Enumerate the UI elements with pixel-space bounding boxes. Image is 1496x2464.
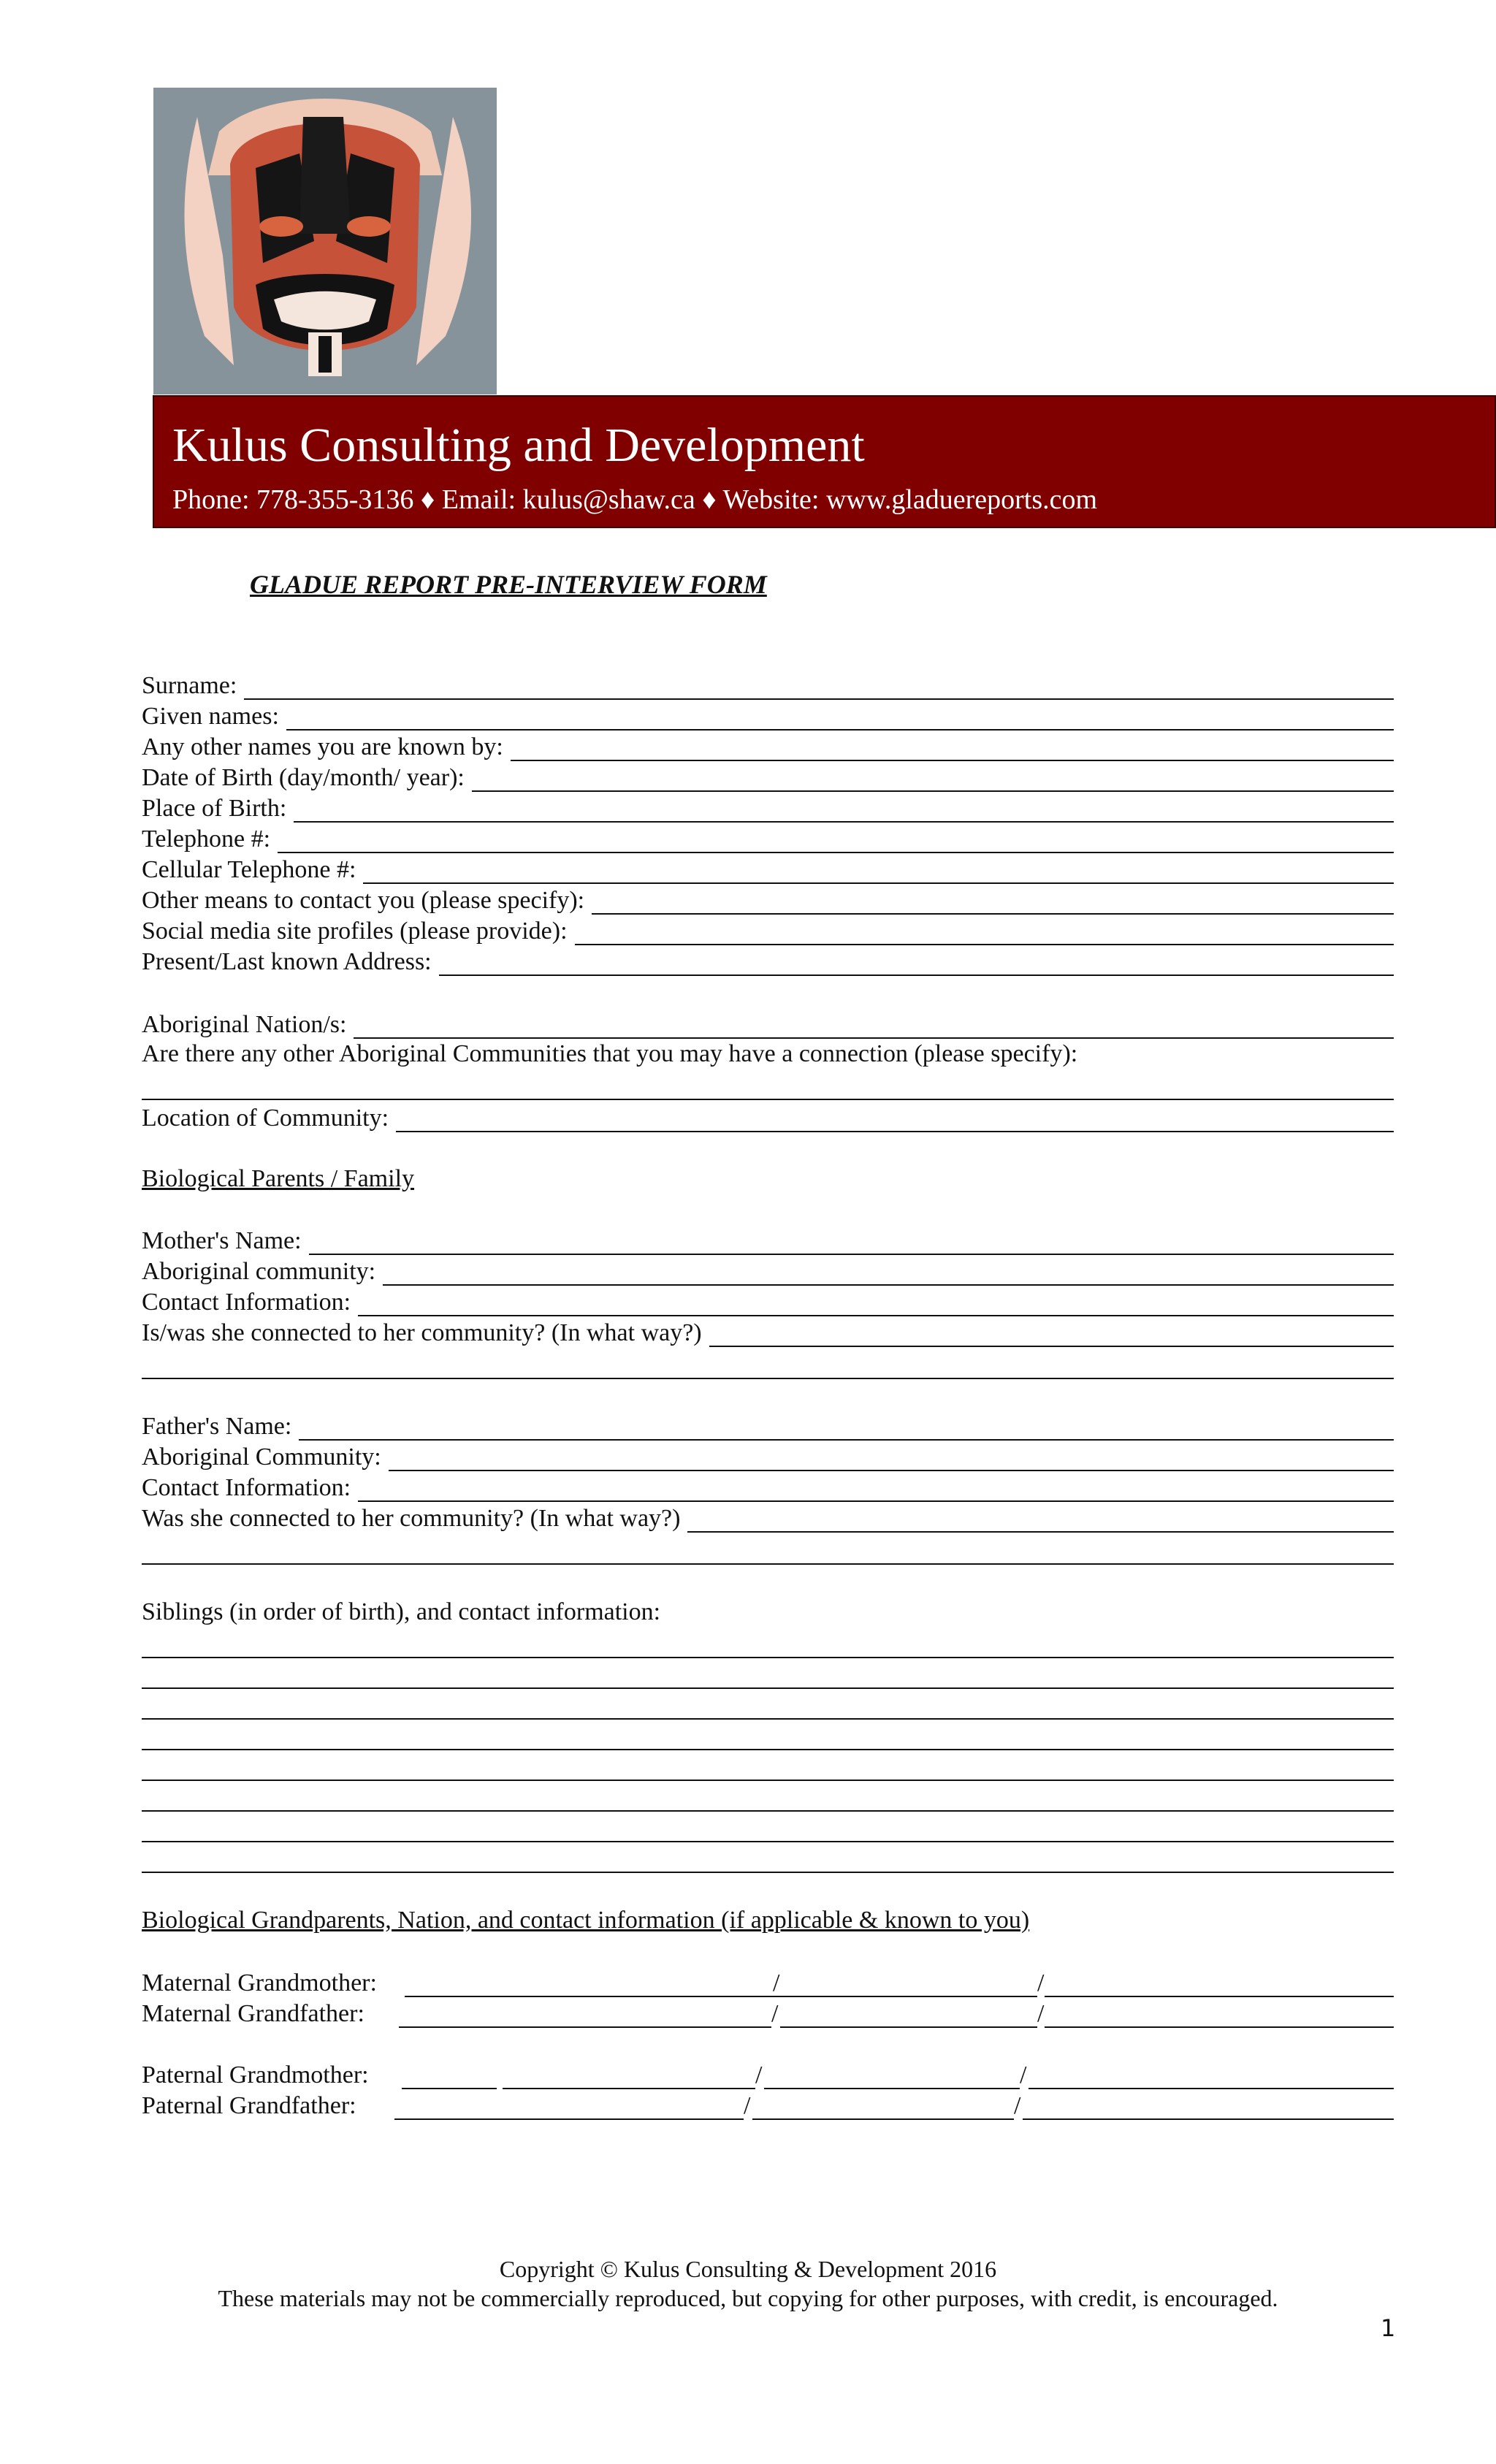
fill-line[interactable] — [383, 1254, 1394, 1286]
paternal-grandfather-field[interactable] — [142, 2089, 1394, 2120]
date-of-birth-field[interactable] — [142, 761, 1394, 792]
father-contact-field[interactable] — [142, 1471, 1394, 1502]
field-label: Maternal Grandmother: — [142, 1969, 377, 1996]
siblings-line[interactable] — [142, 1689, 1394, 1720]
fill-line[interactable] — [142, 1657, 1394, 1689]
copyright-notice: Copyright © Kulus Consulting & Development 2016 — [499, 2256, 997, 2282]
siblings-line[interactable] — [142, 1812, 1394, 1842]
siblings-line[interactable] — [142, 1842, 1394, 1873]
fill-line[interactable] — [709, 1315, 1394, 1347]
fill-line[interactable] — [142, 1841, 1394, 1873]
field-label: Given names: — [142, 703, 279, 730]
siblings-line[interactable] — [142, 1720, 1394, 1750]
siblings-label: Siblings (in order of birth), and contact information: — [142, 1598, 661, 1625]
mother-name-field[interactable] — [142, 1224, 1394, 1255]
fill-line[interactable] — [286, 698, 1394, 731]
grandparents-heading: Biological Grandparents, Nation, and contact information (if applicable & known to you) — [142, 1907, 1030, 1934]
address-field[interactable] — [142, 945, 1394, 976]
fill-line[interactable] — [299, 1408, 1394, 1441]
fill-line[interactable] — [142, 1749, 1394, 1781]
father-connected-field[interactable] — [142, 1502, 1394, 1533]
name-line[interactable] — [394, 2089, 744, 2120]
company-contact-info: Phone: 778-355-3136 ♦ Email: kulus@shaw.ca ♦ Website: www.gladuereports.com — [172, 484, 1098, 515]
other-communities-question: Are there any other Aboriginal Communities that you may have a connection (please specify): — [142, 1040, 1078, 1067]
nation-line[interactable] — [780, 1997, 1037, 2028]
other-contact-field[interactable] — [142, 884, 1394, 915]
fill-line[interactable] — [142, 1718, 1394, 1750]
field-label: Telephone #: — [142, 825, 271, 853]
fill-line[interactable] — [363, 852, 1394, 884]
usage-notice: These materials may not be commercially reproduced, but copying for other purposes, with credit, is encouraged. — [218, 2285, 1278, 2311]
given-names-field[interactable] — [142, 700, 1394, 731]
nation-line[interactable] — [764, 2059, 1020, 2089]
field-label: Present/Last known Address: — [142, 948, 432, 975]
fill-line[interactable] — [575, 913, 1394, 945]
siblings-line[interactable] — [142, 1750, 1394, 1781]
mother-connected-continuation[interactable] — [142, 1349, 1394, 1379]
carved-mask-icon — [153, 88, 497, 394]
fill-line[interactable] — [142, 1626, 1394, 1658]
mask-logo — [153, 88, 497, 394]
mother-contact-field[interactable] — [142, 1286, 1394, 1316]
separator: / — [1037, 1969, 1045, 1996]
contact-line[interactable] — [1045, 1967, 1394, 1997]
field-label: Mother's Name: — [142, 1227, 302, 1254]
fill-line[interactable] — [309, 1223, 1394, 1255]
parents-heading: Biological Parents / Family — [142, 1165, 415, 1192]
fill-line[interactable] — [358, 1470, 1394, 1502]
fill-line[interactable] — [439, 944, 1394, 976]
field-label: Paternal Grandfather: — [142, 2092, 356, 2119]
other-communities-field[interactable] — [142, 1069, 1394, 1100]
nation-line[interactable] — [780, 1967, 1037, 1997]
maternal-grandmother-field[interactable] — [142, 1967, 1394, 1997]
paternal-grandmother-field[interactable] — [142, 2059, 1394, 2089]
fill-line[interactable] — [592, 882, 1394, 915]
fill-line[interactable] — [354, 1007, 1394, 1039]
separator: / — [744, 2092, 751, 2119]
siblings-line[interactable] — [142, 1781, 1394, 1812]
field-label: Maternal Grandfather: — [142, 2000, 365, 2027]
father-name-field[interactable] — [142, 1410, 1394, 1441]
fill-line[interactable] — [511, 729, 1394, 761]
telephone-field[interactable] — [142, 823, 1394, 853]
field-label: Is/was she connected to her community? (In what way?) — [142, 1319, 702, 1346]
fill-line[interactable] — [278, 821, 1394, 853]
field-label: Surname: — [142, 672, 237, 699]
siblings-line[interactable] — [142, 1628, 1394, 1658]
siblings-line[interactable] — [142, 1658, 1394, 1689]
nation-line[interactable] — [752, 2089, 1014, 2120]
field-label: Place of Birth: — [142, 795, 287, 822]
fill-line[interactable] — [142, 1068, 1394, 1100]
field-label: Contact Information: — [142, 1474, 351, 1501]
form-title: GLADUE REPORT PRE-INTERVIEW FORM — [250, 570, 767, 599]
separator: / — [771, 2000, 779, 2027]
mother-connected-field[interactable] — [142, 1316, 1394, 1347]
field-label: Contact Information: — [142, 1289, 351, 1316]
separator: / — [1037, 2000, 1045, 2027]
place-of-birth-field[interactable] — [142, 792, 1394, 823]
community-location-field[interactable] — [142, 1102, 1394, 1132]
field-label: Location of Community: — [142, 1105, 389, 1132]
field-label: Aboriginal Community: — [142, 1443, 381, 1471]
field-label: Was she connected to her community? (In what way?) — [142, 1505, 681, 1532]
company-name: Kulus Consulting and Development — [172, 419, 865, 472]
cellular-telephone-field[interactable] — [142, 853, 1394, 884]
other-names-field[interactable] — [142, 731, 1394, 761]
field-label: Date of Birth (day/month/ year): — [142, 764, 465, 791]
field-label: Aboriginal community: — [142, 1258, 376, 1285]
aboriginal-nation-field[interactable] — [142, 1008, 1394, 1039]
maternal-grandfather-field[interactable] — [142, 1997, 1394, 2028]
fill-line[interactable] — [244, 668, 1394, 700]
separator: / — [1020, 2061, 1027, 2089]
fill-line[interactable] — [389, 1439, 1394, 1471]
company-banner — [153, 395, 1496, 528]
social-media-field[interactable] — [142, 915, 1394, 945]
page-number: 1 — [1381, 2314, 1396, 2342]
name-line[interactable] — [402, 2059, 497, 2089]
fill-line[interactable] — [396, 1100, 1394, 1132]
separator: / — [1014, 2092, 1021, 2119]
field-label: Other means to contact you (please specify): — [142, 887, 585, 914]
fill-line[interactable] — [294, 790, 1394, 823]
name-line[interactable] — [503, 2059, 755, 2089]
contact-line[interactable] — [1028, 2059, 1394, 2089]
fill-line[interactable] — [142, 1780, 1394, 1812]
fill-line[interactable] — [687, 1500, 1394, 1533]
fill-line[interactable] — [358, 1284, 1394, 1316]
field-label: Cellular Telephone #: — [142, 856, 356, 883]
contact-line[interactable] — [1045, 1997, 1394, 2028]
separator: / — [755, 2061, 763, 2089]
fill-line[interactable] — [142, 1533, 1394, 1565]
fill-line[interactable] — [142, 1687, 1394, 1720]
father-connected-continuation[interactable] — [142, 1534, 1394, 1565]
fill-line[interactable] — [142, 1347, 1394, 1379]
field-label: Social media site profiles (please provide): — [142, 918, 568, 945]
name-line[interactable] — [399, 1997, 771, 2028]
field-label: Paternal Grandmother: — [142, 2061, 369, 2089]
mother-community-field[interactable] — [142, 1255, 1394, 1286]
field-label: Any other names you are known by: — [142, 733, 503, 760]
field-label: Father's Name: — [142, 1413, 292, 1440]
fill-line[interactable] — [142, 1810, 1394, 1842]
contact-line[interactable] — [1023, 2089, 1394, 2120]
surname-field[interactable] — [142, 669, 1394, 700]
field-label: Aboriginal Nation/s: — [142, 1011, 347, 1038]
separator: / — [773, 1969, 780, 1996]
father-community-field[interactable] — [142, 1441, 1394, 1471]
fill-line[interactable] — [472, 760, 1394, 792]
